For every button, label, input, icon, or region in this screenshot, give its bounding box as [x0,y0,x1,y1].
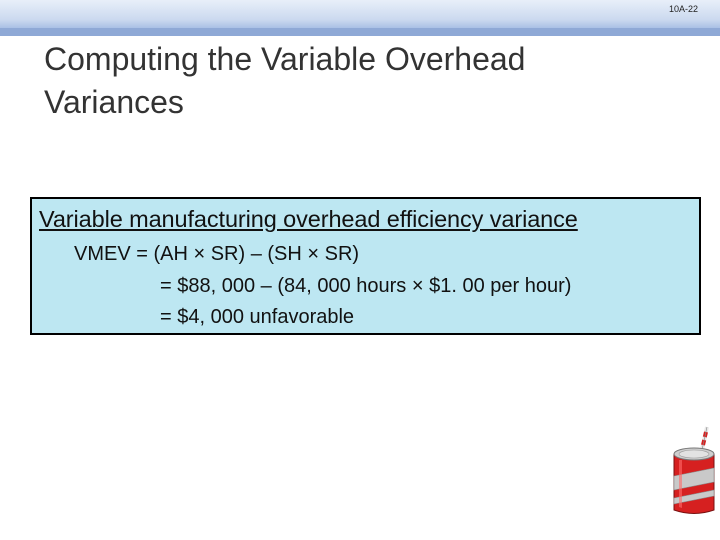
box-heading: Variable manufacturing overhead efficiency variance [39,206,578,232]
header-accent-line [0,28,720,36]
formula-line-substitution: = $88, 000 – (84, 000 hours × $1. 00 per hour) [160,275,572,297]
slide-number: 10A-22 [668,4,698,14]
header-band [0,0,720,36]
slide-title: Computing the Variable Overhead Variances [44,41,526,120]
can-body [674,448,714,514]
formula-line-definition: VMEV = (AH × SR) – (SH × SR) [74,243,360,265]
formula-box [30,197,701,335]
soda-can-with-straw-icon [668,424,720,518]
straw [702,427,707,450]
formula-line-result: = $4, 000 unfavorable [160,306,355,328]
